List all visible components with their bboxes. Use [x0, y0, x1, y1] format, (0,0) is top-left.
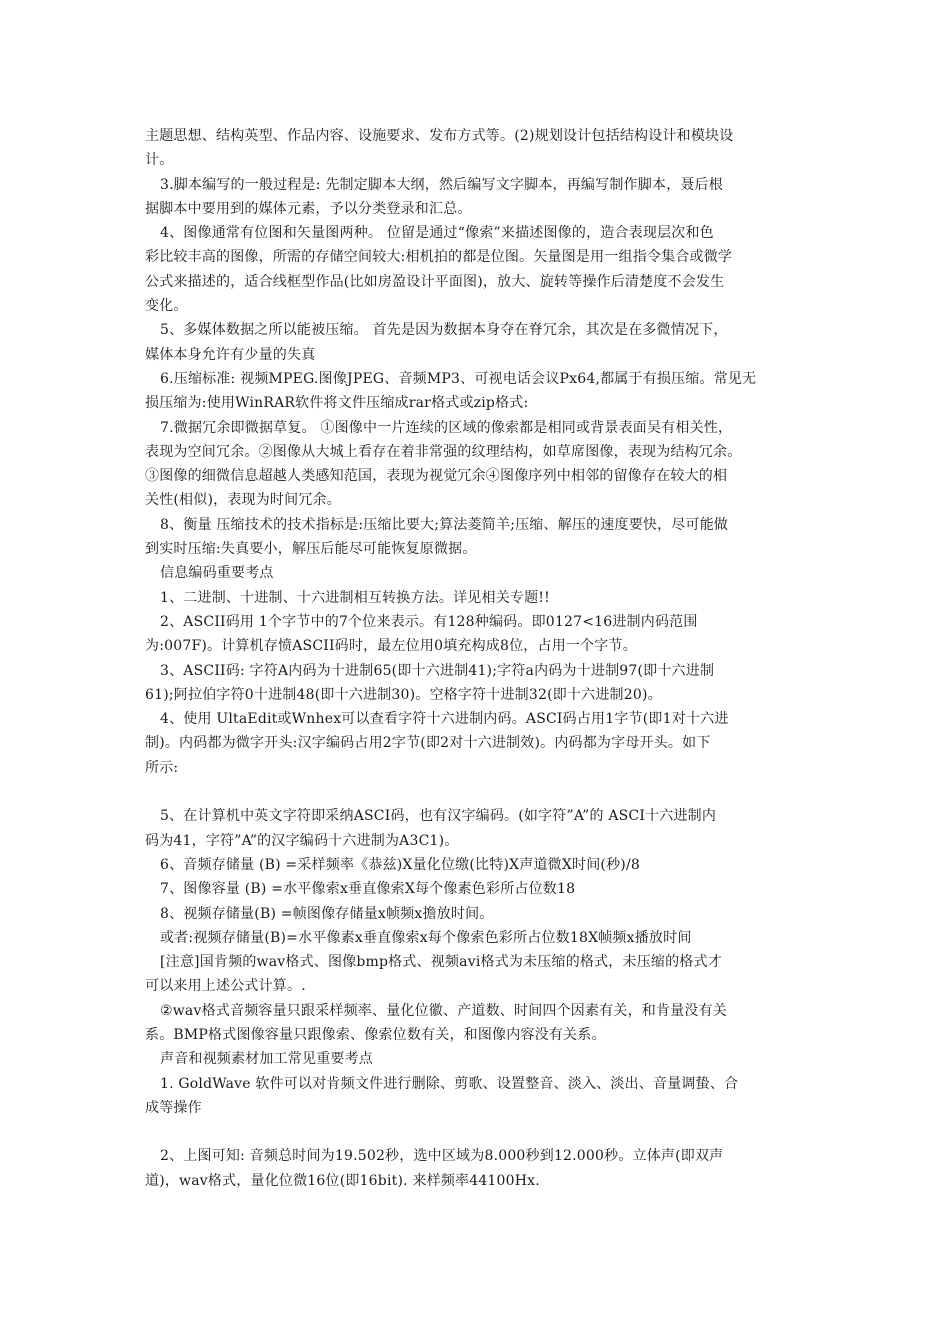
text-line: 道)，wav格式，量化位微16位(即16bit). 来样频率44100Hx.	[145, 1172, 540, 1189]
text-line: 2、ASCII码用 1个字节中的7个位来表示。有128种编码。即0127<16进制内码范围	[160, 613, 698, 630]
text-line: 制)。内码都为微字开头:汉字编码占用2字节(即2对十六进制效)。内码都为字母开头。如下	[145, 735, 711, 752]
text-line: 3.脚本编写的一般过程是: 先制定脚本大纲，然后编写文字脚本，再编写制作脚本，聂后根	[160, 176, 723, 193]
text-line: 5、在计算机中英文字符即采纳ASCI码，也有汉字编码。(如字符”A”的 ASCI十六进制内	[160, 808, 717, 825]
blank-line	[145, 1120, 810, 1144]
text-line: 8、衡量 压缩技术的技术指标是:压缩比要大;算法菱简羊;压缩、解压的速度要快，尽可能做	[160, 516, 729, 533]
text-line: 媒体本身允许有少量的失真	[145, 346, 316, 363]
text-line: ②wav格式音频容量只跟采样频率、量化位徽、产道数、时间四个因素有关，和肯量没有关	[160, 1002, 727, 1019]
text-line: 损压缩为:使用WinRAR软件将文件压缩成rar格式或zip格式:	[145, 395, 529, 412]
text-line: 到实时压缩:失真要小，解压后能尽可能恢复原微据。	[145, 541, 477, 558]
text-line: 1. GoldWave 软件可以对肯频文件进行删除、剪歌、设置整音、淡入、淡出、音量调蛰、合	[160, 1075, 739, 1092]
blank-line	[145, 780, 810, 804]
text-line: 为:007F)。计算机存愤ASCII码时，最左位用0填充构成8位，占用一个字节。	[145, 638, 637, 655]
text-line: 表现为空间冗余。②图像从大城上看存在着非常强的纹理结构，如草席图像，表现为结构冗余。	[145, 443, 742, 460]
text-line: 彩比较丰高的图像，所需的存储空间较大:相机拍的都是位图。矢量图是用一组指令集合或微学	[145, 249, 733, 266]
text-line: 信息编码重要考点	[160, 565, 274, 582]
text-line: 或者:视频存储量(B)=水平像素x垂直像索x每个像索色彩所占位数18X帧频x播放时间	[160, 929, 692, 946]
text-line: 4、使用 UltaEdit或Wnhex可以查看字符十六进制内码。ASCI码占用1字节(即1对十六进	[160, 711, 729, 728]
text-line: 据脚本中要用到的媒体元素，予以分类登录和汇总。	[145, 200, 472, 217]
text-line: 公式来描述的，适合线框型作品(比如房盈设计平面图)，放大、旋转等操作后清楚度不会发生	[145, 273, 725, 290]
text-line: 所示:	[145, 759, 179, 776]
text-line: 61);阿拉伯字符0十进制48(即十六进制30)。空格字符十进制32(即十六进制20)。	[145, 686, 662, 703]
text-line: 2、上图可知: 音频总时间为19.502秒，选中区域为8.000秒到12.000秒。立体声(即双声	[160, 1148, 724, 1165]
text-line: 3、ASCII码: 字符A内码为十进制65(即十六进制41);字符a内码为十进制97(即十六进制	[160, 662, 715, 679]
text-line: ③图像的细微信息超越人类感知范国，表现为视觉冗余④图像序列中相邻的留像存在较大的相	[145, 468, 728, 485]
text-line: 4、图像通常有位图和矢量图两种。 位留是通过“像索”来描述图像的，造合表现层次和色	[160, 225, 714, 242]
text-line: 7.微据冗余即微据草复。 ①图像中一片连续的区域的像索都是相同或背景表面吴有相关性，	[160, 419, 733, 436]
text-line: 6、音频存储量 (B) =采样频率《恭兹)X量化位缴(比特)X声道微X时间(秒)/8	[160, 856, 640, 873]
text-line: 声音和视频素材加工常见重要考点	[160, 1051, 373, 1068]
text-line: 变化。	[145, 298, 188, 315]
text-line: 主题思想、结构英型、作品内容、设施要求、发布方式等。(2)规划设计包括结构设计和模块设	[145, 128, 734, 144]
text-line: 1、二进制、十进制、十六进制相互转换方法。详见相关专题!!	[160, 589, 550, 606]
text-line: 计。	[145, 152, 174, 169]
text-line: 8、视频存储量(B) =帧图像存储量x帧频x擔放时间。	[160, 905, 494, 922]
text-line: 5、多媒体数据之所以能被压缩。 首先是因为数据本身夺在脊冗余，其次是在多微情况下，	[160, 322, 728, 339]
text-line: 可以来用上述公式计算。.	[145, 978, 306, 995]
text-line: 码为41，字符”A”的汉字编码十六进制为A3C1)。	[145, 832, 459, 849]
text-line: 系。BMP格式图像容量只跟像索、像索位数有关，和图像内容没有关系。	[145, 1026, 606, 1043]
text-line: 关性(相似)，表现为时间冗余。	[145, 492, 341, 509]
text-line: 成等操作	[145, 1099, 202, 1116]
text-line: 6.压缩标准: 视频MPEG.图像JPEG、音频MP3、可视电话会议Px64,都属于有损压缩。常见无	[160, 370, 757, 387]
document-body	[145, 124, 810, 1193]
text-line: [注意]国肯频的wav格式、图像bmp格式、视频avi格式为未压缩的格式，未压缩的格式才	[160, 954, 722, 971]
text-line: 7、图像容量 (B) =水平像索x垂直像索X每个像素色彩所占位数18	[160, 881, 576, 898]
